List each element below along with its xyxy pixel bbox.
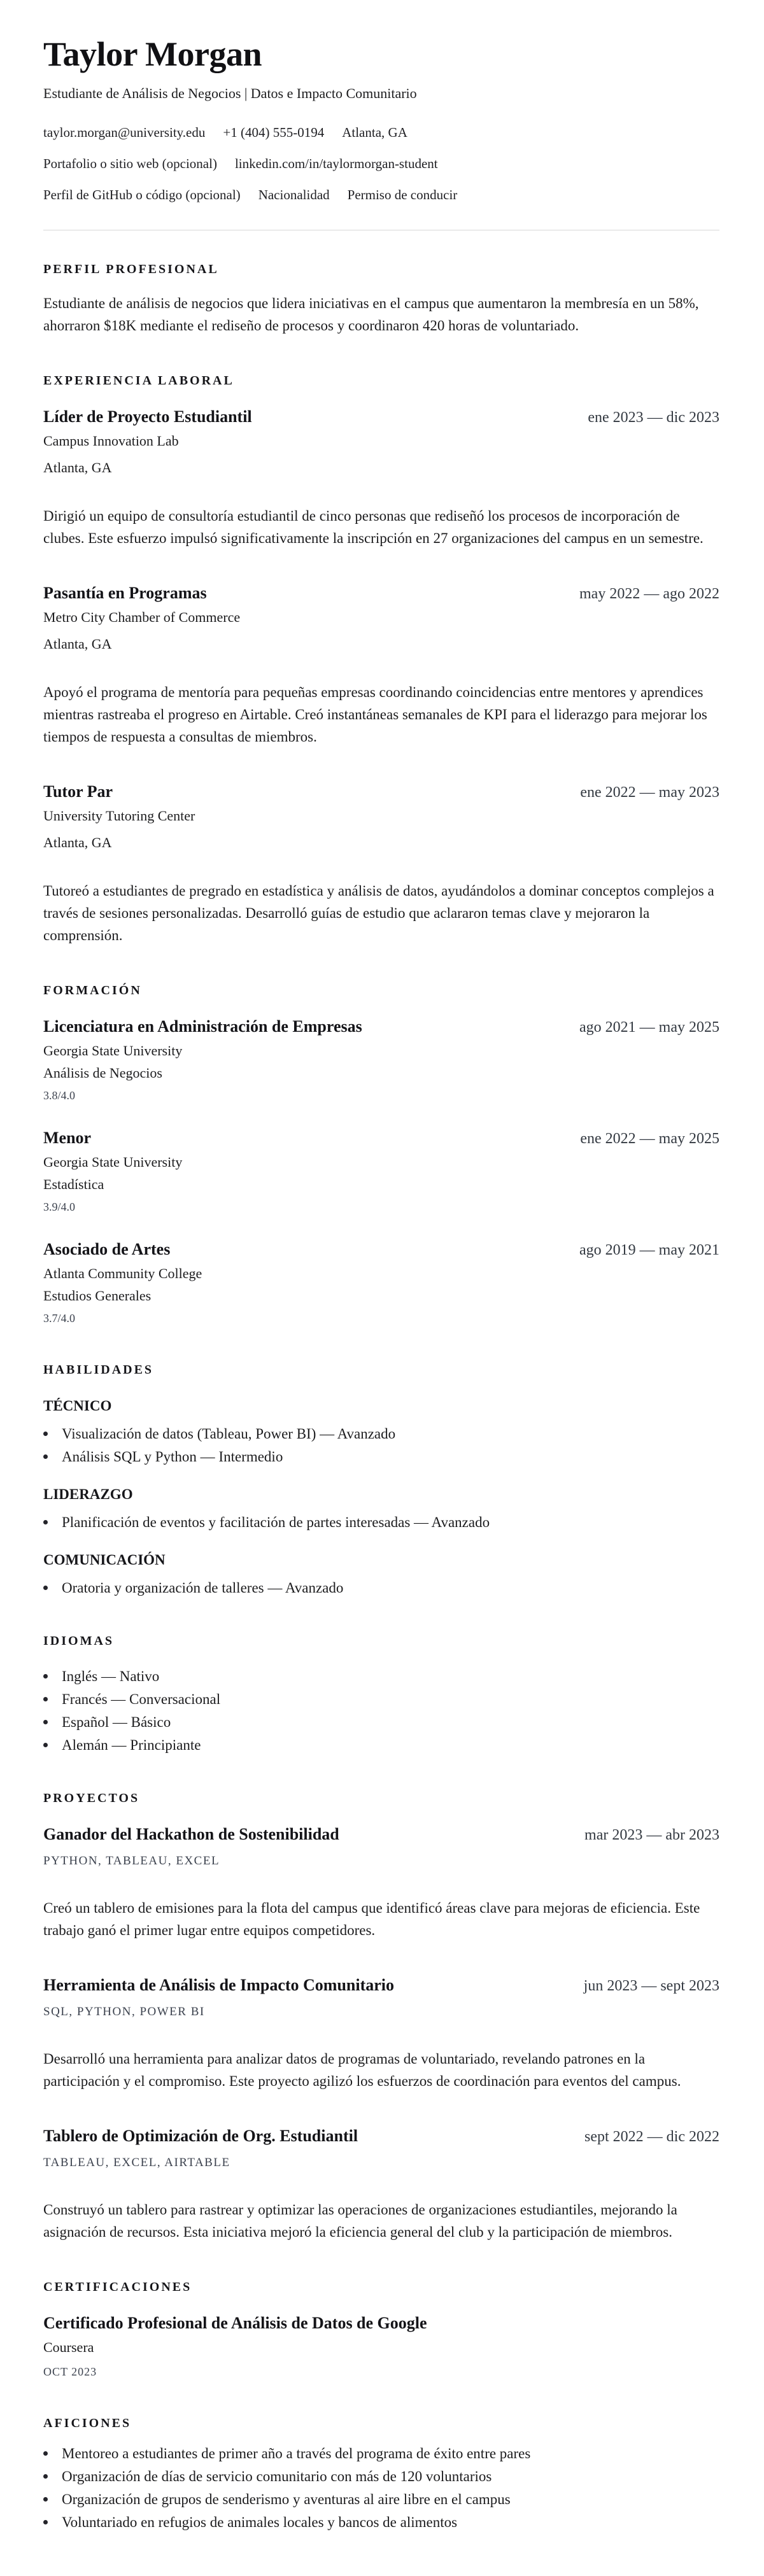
project-title: Ganador del Hackathon de Sostenibilidad xyxy=(43,1824,339,1843)
hobby-item xyxy=(43,2468,719,2486)
job-description: Apoyó el programa de mentoría para pequeñas empresas coordinando coincidencias entre mentores y aprendices mientras rastreaba el progreso en Airtable. Creó instantáneas semanales de KPI para el liderazgo para mejorar los tiempos de respuesta a consultas de miembros. xyxy=(43,684,707,745)
bullet-icon xyxy=(43,1520,48,1524)
job-title: Tutor Par xyxy=(43,782,113,801)
skill-group-technical xyxy=(43,1398,719,1466)
education-entry-head xyxy=(43,1239,719,1260)
gpa-value: 3.7/4.0 xyxy=(43,1311,76,1325)
hobbies-heading: AFICIONES xyxy=(43,2416,132,2430)
project-tags: SQL, PYTHON, POWER BI xyxy=(43,2004,205,2018)
experience-entry xyxy=(43,406,719,549)
experience-entry-head xyxy=(43,582,719,603)
project-description: Creó un tablero de emisiones para la flota del campus que identificó áreas clave para mejoras de eficiencia. Este trabajo ganó el primer lugar entre equipos competidores. xyxy=(43,1899,700,1938)
contact-location: Atlanta, GA xyxy=(342,124,407,140)
job-dates: ene 2022 — may 2023 xyxy=(580,784,719,801)
project-description: Construyó un tablero para rastrear y optimizar las operaciones de organizaciones estudiantiles, mejorando la asignación de recursos. Esta iniciativa mejoró la eficiencia general del club y la participación de miembros. xyxy=(43,2201,677,2240)
profile-heading: PERFIL PROFESIONAL xyxy=(43,262,219,276)
hobby-item-label: Mentoreo a estudiantes de primer año a través del programa de éxito entre pares xyxy=(62,2445,531,2461)
section-languages xyxy=(43,1634,719,1754)
job-dates: ene 2023 — dic 2023 xyxy=(588,409,719,426)
hobby-item xyxy=(43,2491,719,2509)
bullet-icon xyxy=(43,1720,48,1724)
project-title: Herramienta de Análisis de Impacto Comunitario xyxy=(43,1975,395,1994)
education-entry xyxy=(43,1016,719,1103)
skill-item xyxy=(43,1448,719,1466)
school-name: Atlanta Community College xyxy=(43,1265,202,1281)
skill-group-leadership xyxy=(43,1486,719,1531)
job-title: Pasantía en Programas xyxy=(43,583,207,602)
job-company: Campus Innovation Lab xyxy=(43,432,179,449)
section-certifications xyxy=(43,2280,719,2379)
contact-row-3 xyxy=(43,187,719,203)
bullet-icon xyxy=(43,1586,48,1590)
job-location: Atlanta, GA xyxy=(43,635,112,652)
contact-driving-permit: Permiso de conducir xyxy=(347,187,458,202)
field-of-study: Análisis de Negocios xyxy=(43,1064,162,1081)
bullet-icon xyxy=(43,2497,48,2502)
section-experience xyxy=(43,374,719,947)
experience-entry-head xyxy=(43,781,719,802)
resume-header xyxy=(43,34,719,203)
language-item-label: Inglés — Nativo xyxy=(62,1668,160,1684)
bullet-icon xyxy=(43,1432,48,1436)
section-profile xyxy=(43,262,719,337)
job-location: Atlanta, GA xyxy=(43,834,112,850)
skill-group-title: LIDERAZGO xyxy=(43,1486,133,1502)
language-item xyxy=(43,1714,719,1731)
contact-row-2 xyxy=(43,155,719,172)
language-item xyxy=(43,1691,719,1708)
education-heading: FORMACIÓN xyxy=(43,983,142,997)
language-item xyxy=(43,1736,719,1754)
skill-item-label: Visualización de datos (Tableau, Power BI) — Avanzado xyxy=(62,1425,396,1442)
skill-group-title: TÉCNICO xyxy=(43,1397,112,1414)
hobby-item-label: Organización de días de servicio comunitario con más de 120 voluntarios xyxy=(62,2468,492,2484)
experience-entry-head xyxy=(43,406,719,427)
field-of-study: Estudios Generales xyxy=(43,1287,152,1304)
section-projects xyxy=(43,1791,719,2243)
languages-heading: IDIOMAS xyxy=(43,1633,115,1648)
hobby-list xyxy=(43,2445,719,2531)
bullet-icon xyxy=(43,2520,48,2524)
hobby-item-label: Voluntariado en refugios de animales locales y bancos de alimentos xyxy=(62,2514,458,2530)
skill-group-communication xyxy=(43,1552,719,1597)
education-entry xyxy=(43,1239,719,1326)
experience-entry xyxy=(43,781,719,947)
project-entry-head xyxy=(43,1974,719,1995)
bullet-icon xyxy=(43,1674,48,1679)
job-company: Metro City Chamber of Commerce xyxy=(43,609,241,625)
contact-row-1 xyxy=(43,124,719,141)
language-item xyxy=(43,1668,719,1686)
degree-dates: ago 2021 — may 2025 xyxy=(579,1018,719,1036)
certification-issuer: Coursera xyxy=(43,2339,94,2355)
skill-item xyxy=(43,1579,719,1597)
degree-title: Asociado de Artes xyxy=(43,1239,171,1258)
education-entry-head xyxy=(43,1127,719,1148)
skill-item xyxy=(43,1514,719,1531)
project-entry xyxy=(43,1974,719,2092)
bullet-icon xyxy=(43,2451,48,2456)
section-skills xyxy=(43,1363,719,1597)
gpa-value: 3.9/4.0 xyxy=(43,1200,76,1213)
project-tags: TABLEAU, EXCEL, AIRTABLE xyxy=(43,2155,230,2169)
degree-title: Menor xyxy=(43,1128,92,1147)
school-name: Georgia State University xyxy=(43,1153,183,1170)
language-item-label: Español — Básico xyxy=(62,1714,171,1730)
contact-phone: +1 (404) 555-0194 xyxy=(223,124,325,140)
bullet-icon xyxy=(43,1697,48,1701)
bullet-icon xyxy=(43,1743,48,1747)
field-of-study: Estadística xyxy=(43,1176,104,1192)
education-entry xyxy=(43,1127,719,1214)
job-description: Tutoreó a estudiantes de pregrado en estadística y análisis de datos, ayudándolos a dominar conceptos complejos a través de sesiones personalizadas. Desarrolló guías de estudio que aclararon temas clave y mejoraron la comprensión. xyxy=(43,882,714,943)
hobby-item xyxy=(43,2445,719,2463)
experience-entry xyxy=(43,582,719,748)
project-description: Desarrolló una herramienta para analizar datos de programas de voluntariado, revelando patrones en la participación y el compromiso. Este proyecto agilizó los esfuerzos de coordinación para eventos del campus. xyxy=(43,2050,681,2089)
contact-nationality: Nacionalidad xyxy=(258,187,330,202)
contact-email: taylor.morgan@university.edu xyxy=(43,124,206,140)
job-location: Atlanta, GA xyxy=(43,459,112,475)
hobby-item xyxy=(43,2514,719,2531)
section-education xyxy=(43,983,719,1326)
education-entry-head xyxy=(43,1016,719,1037)
school-name: Georgia State University xyxy=(43,1042,183,1059)
headline: Estudiante de Análisis de Negocios | Datos e Impacto Comunitario xyxy=(43,85,417,101)
language-item-label: Alemán — Principiante xyxy=(62,1736,201,1753)
skill-item xyxy=(43,1425,719,1443)
degree-dates: ago 2019 — may 2021 xyxy=(579,1241,719,1258)
contact-github: Perfil de GitHub o código (opcional) xyxy=(43,187,241,202)
contact-info xyxy=(43,124,719,203)
project-dates: sept 2022 — dic 2022 xyxy=(584,2128,719,2145)
job-title: Líder de Proyecto Estudiantil xyxy=(43,407,252,426)
certification-date: OCT 2023 xyxy=(43,2365,97,2378)
project-entry-head xyxy=(43,1824,719,1845)
language-item-label: Francés — Conversacional xyxy=(62,1691,221,1707)
skill-item-label: Análisis SQL y Python — Intermedio xyxy=(62,1448,283,1465)
skill-list xyxy=(43,1514,719,1531)
language-list xyxy=(43,1668,719,1754)
certifications-heading: CERTIFICACIONES xyxy=(43,2279,192,2294)
skill-group-title: COMUNICACIÓN xyxy=(43,1551,166,1568)
skill-list xyxy=(43,1425,719,1466)
project-dates: mar 2023 — abr 2023 xyxy=(584,1826,719,1843)
profile-summary: Estudiante de análisis de negocios que lidera iniciativas en el campus que aumentaron la membresía en un 58%, ahorraron $18K mediante el rediseño de procesos y coordinaron 420 horas de voluntariado. xyxy=(43,295,699,334)
hobby-item-label: Organización de grupos de senderismo y aventuras al aire libre en el campus xyxy=(62,2491,511,2507)
experience-heading: EXPERIENCIA LABORAL xyxy=(43,373,234,388)
certification-title: Certificado Profesional de Análisis de Datos de Google xyxy=(43,2313,427,2332)
page-title: Taylor Morgan xyxy=(43,35,262,73)
gpa-value: 3.8/4.0 xyxy=(43,1088,76,1102)
project-entry xyxy=(43,1824,719,1941)
project-entry-head xyxy=(43,2125,719,2146)
job-dates: may 2022 — ago 2022 xyxy=(579,585,719,602)
job-description: Dirigió un equipo de consultoría estudiantil de cinco personas que rediseñó los procesos de incorporación de clubes. Este esfuerzo impulsó significativamente la inscripción en 27 organizaciones del campus en un semestre. xyxy=(43,507,704,546)
bullet-icon xyxy=(43,2474,48,2479)
projects-heading: PROYECTOS xyxy=(43,1791,140,1805)
project-tags: PYTHON, TABLEAU, EXCEL xyxy=(43,1854,220,1868)
degree-dates: ene 2022 — may 2025 xyxy=(580,1130,719,1147)
skill-item-label: Oratoria y organización de talleres — Avanzado xyxy=(62,1579,344,1596)
skill-list xyxy=(43,1579,719,1597)
certification-entry xyxy=(43,2312,719,2379)
bullet-icon xyxy=(43,1454,48,1459)
section-hobbies xyxy=(43,2416,719,2531)
contact-portfolio: Portafolio o sitio web (opcional) xyxy=(43,155,217,171)
project-dates: jun 2023 — sept 2023 xyxy=(583,1977,719,1994)
project-entry xyxy=(43,2125,719,2243)
project-title: Tablero de Optimización de Org. Estudiantil xyxy=(43,2126,358,2145)
degree-title: Licenciatura en Administración de Empresas xyxy=(43,1017,362,1036)
skill-item-label: Planificación de eventos y facilitación de partes interesadas — Avanzado xyxy=(62,1514,490,1530)
job-company: University Tutoring Center xyxy=(43,807,195,824)
contact-linkedin: linkedin.com/in/taylormorgan-student xyxy=(234,155,438,171)
skills-heading: HABILIDADES xyxy=(43,1362,154,1377)
